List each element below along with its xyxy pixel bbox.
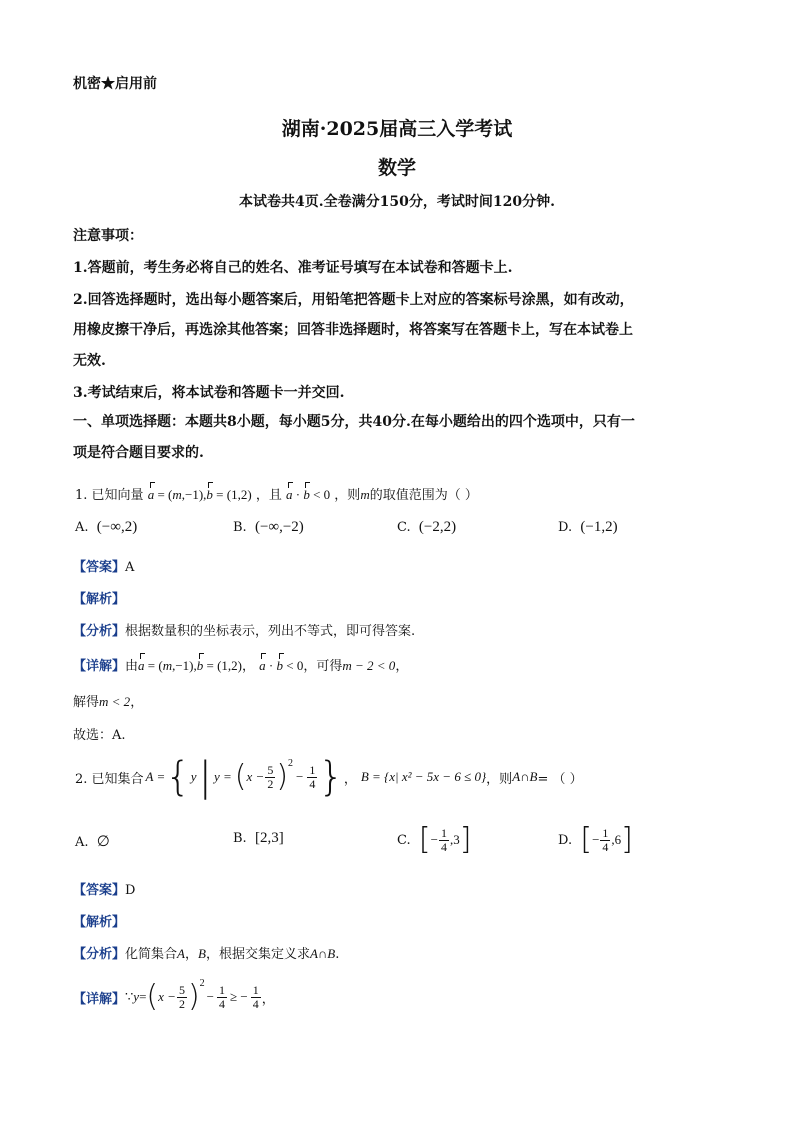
q2-answer: 【答案】D: [73, 883, 136, 898]
q1-option-d: D. (−1,2): [558, 519, 618, 535]
exam-title: 湖南·2025届高三入学考试: [281, 118, 513, 140]
q2-option-d: D. [ − $\frac{1}{4}$ ,6 ]: [558, 822, 633, 857]
section-heading-line-2: 项是符合题目要求的.: [73, 445, 204, 461]
q1-jiexi: 【解析】: [73, 592, 126, 607]
q1-option-c: C. (−2,2): [397, 519, 457, 535]
q1-choose: 故选：A.: [73, 728, 126, 743]
confidential-label: 机密★启用前: [73, 76, 157, 92]
q2-option-a: A. ∅: [75, 834, 110, 850]
notice-heading: 注意事项：: [73, 228, 143, 244]
q1-solve: 解得m < 2，: [73, 694, 144, 710]
q2-option-c: C. [ − $\frac{1}{4}$ ,3 ]: [397, 822, 472, 857]
q1-prefix: 1. 已知向量: [75, 488, 144, 503]
notice-item-2-line-3: 无效.: [73, 353, 106, 369]
notice-item-1: 1.答题前，考生务必将自己的姓名、准考证号填写在本试卷和答题卡上.: [73, 260, 513, 276]
q1-vec-def: = (m,−1),b = (1,2): [154, 487, 252, 502]
vector-a: a: [147, 487, 155, 502]
q1-tail: ，则: [334, 488, 361, 503]
q1-tail2: 的取值范围为（ ）: [369, 488, 478, 503]
q2-jiexi: 【解析】: [73, 915, 126, 930]
q1-cond: a · b < 0: [285, 487, 331, 502]
notice-item-3: 3.考试结束后，将本试卷和答题卡一并交回.: [73, 385, 345, 401]
notice-item-2-line-1: 2.回答选择题时，选出每小题答案后，用铅笔把答题卡上对应的答案标号涂黑，如有改动，: [73, 292, 634, 308]
q1-answer: 【答案】A: [73, 560, 135, 575]
notice-item-2-line-2: 用橡皮擦干净后，再选涂其他答案；回答非选择题时，将答案写在答题卡上，写在本试卷上: [73, 322, 633, 338]
q2-option-b: B. [2,3]: [233, 830, 284, 846]
exam-info: 本试卷共4页.全卷满分150分，考试时间120分钟.: [239, 194, 555, 210]
q1-option-a: A. (−∞,2): [75, 519, 138, 535]
subject-title: 数学: [377, 157, 416, 179]
q1-option-b: B. (−∞,−2): [233, 519, 304, 535]
q1-mid: ，且: [255, 488, 282, 503]
section-heading-line-1: 一、单项选择题：本题共8小题，每小题5分，共40分.在每小题给出的四个选项中，只有一: [73, 414, 635, 430]
q1-analysis: 【分析】根据数量积的坐标表示，列出不等式，即可得答案.: [73, 624, 416, 639]
q1-var: m: [360, 487, 370, 502]
q2-analysis: 【分析】化简集合A，B，根据交集定义求A∩B.: [73, 946, 340, 962]
q2-detail: 【详解】 ∵ y = ( x − $\frac{5}{2}$ ) $^2$ − $\frac{1}{4}$ ≥ − $\frac{1}{4}$ ，: [73, 978, 275, 1014]
q2-stem: 2. 已知集合 A = { y | y = ( x − $\frac{5}{2}$ ) $^2$ − $\frac{1}{4}$ } ， B = {x| x² − 5x − 6 ≤ 0} ，则 A∩B = （ ）: [75, 754, 583, 800]
q1-detail: 【详解】由a = (m,−1),b = (1,2)， a · b < 0，可得m − 2 < 0，: [73, 658, 409, 674]
q1-stem: [75, 484, 478, 503]
